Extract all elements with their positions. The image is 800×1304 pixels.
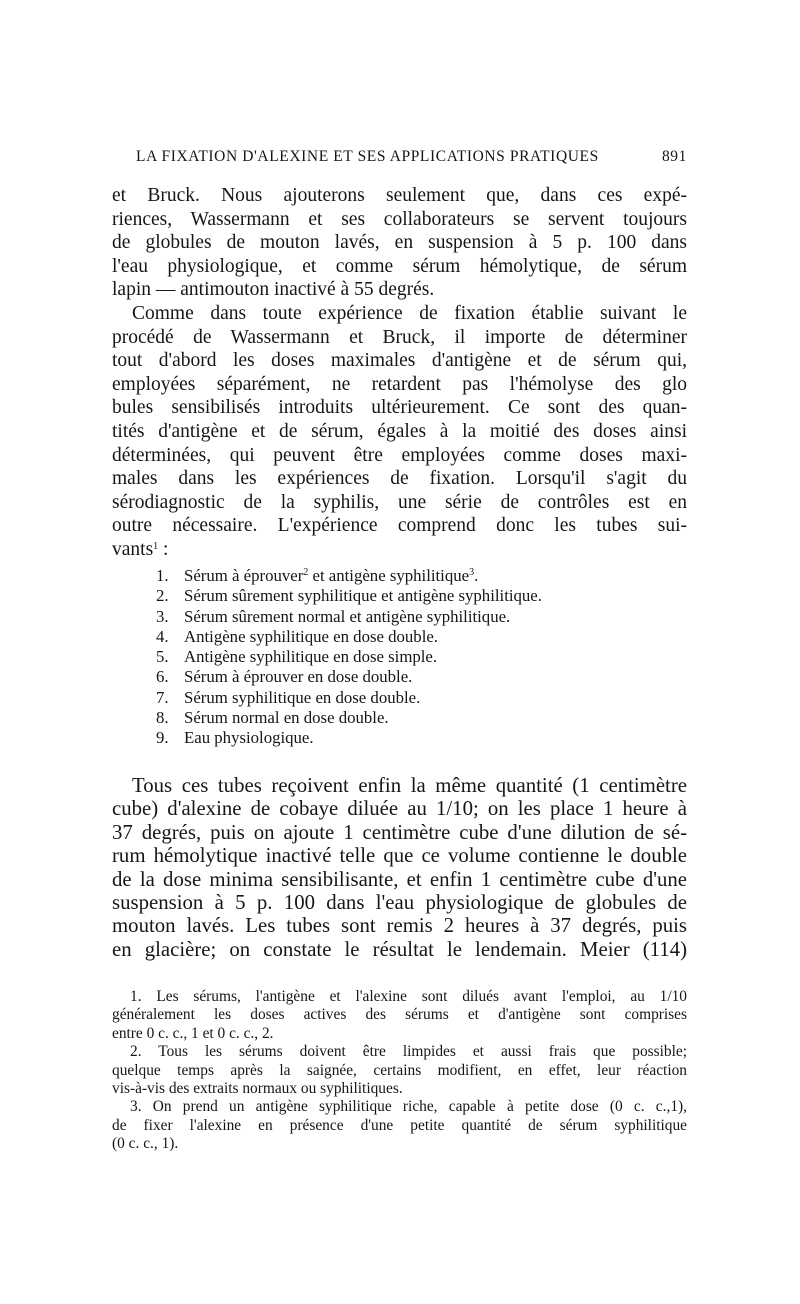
list-item [156,566,687,586]
list-item [156,667,687,687]
list-item [156,688,687,708]
list-item-text: . [474,566,479,585]
paragraph-2-line: tout d'abord les doses maximales d'antigène et de sérum qui, [112,350,687,372]
paragraph-2-line: males dans les expériences de fixation. Lorsqu'il s'agit du [112,468,687,490]
list-item [156,708,687,728]
footnote-line: 2. Tous les sérums doivent être limpides et aussi frais que possible; [130,1043,687,1061]
paragraph-2-line: Comme dans toute expérience de fixation établie suivant le [132,302,687,324]
footnote-ref-1: 1 [153,540,159,552]
list-item-number: 3. [156,606,169,626]
footnote-2 [112,1043,687,1098]
list-item-text: Antigène syphilitique en dose double. [184,626,439,646]
list-item-text: Sérum à éprouver en dose double. [184,667,413,687]
footnote-1 [112,988,687,1043]
body-text [112,184,687,562]
footnote-line: de fixer l'alexine en présence d'une petite quantité de sérum syphilitique [112,1116,687,1134]
list-item-text: et antigène syphilitique [308,566,470,585]
paragraph-3-line: mouton lavés. Les tubes sont remis 2 heures à 37 degrés, puis [112,914,687,938]
paragraph-3-line: en glacière; on constate le résultat le lendemain. Meier (114) [112,937,687,961]
list-item-number: 1. [156,566,169,585]
footnote-line: entre 0 c. c., 1 et 0 c. c., 2. [112,1024,274,1042]
list-item [156,647,687,667]
footnote-line: vis-à-vis des extraits normaux ou syphilitiques. [112,1080,403,1098]
paragraph-2-line: procédé de Wassermann et Bruck, il importe de déterminer [112,326,687,348]
list-item-number: 2. [156,586,169,606]
list-item-text: Antigène syphilitique en dose simple. [184,647,438,667]
footnote-ref-3: 3 [469,567,475,578]
list-item [156,607,687,627]
paragraph-3-line: rum hémolytique inactivé telle que ce volume contienne le double [112,844,687,868]
footnote-line: quelque temps après la saignée, certains modifient, en effet, leur réaction [112,1061,687,1079]
list-item [156,586,687,606]
list-item-text: Eau physiologique. [184,728,314,748]
list-item-text: Sérum à éprouver [184,566,304,585]
list-item-number: 8. [156,708,169,728]
paragraph-2-line: sérodiagnostic de la syphilis, une série de contrôles est en [112,491,687,513]
paragraph-1-line: de globules de mouton lavés, en suspension à 5 p. 100 dans [112,232,687,254]
running-head-title: LA FIXATION D'ALEXINE ET SES APPLICATIONS PRATIQUES [136,148,599,165]
paragraph-3-line: suspension à 5 p. 100 dans l'eau physiologique de globules de [112,891,687,915]
page-number: 891 [661,148,687,165]
list-item [156,728,687,748]
paragraph-1-line: l'eau physiologique, et comme sérum hémolytique, de sérum [112,255,687,277]
paragraph-2-line: déterminées, qui peuvent être employées comme doses maxi- [112,444,687,466]
footnotes [112,988,687,1154]
list-item-text: Sérum sûrement syphilitique et antigène syphilitique. [184,586,542,606]
footnote-3 [112,1098,687,1153]
list-item-text: Sérum sûrement normal et antigène syphilitique. [184,606,511,626]
footnote-line: 3. On prend un antigène syphilitique riche, capable à petite dose (0 c. c.,1), [130,1098,687,1116]
list-item-number: 4. [156,626,169,646]
list-item-number: 7. [156,687,169,707]
paragraph-1-line: lapin — antimouton inactivé à 55 degrés. [112,279,435,301]
paragraph-3-line: 37 degrés, puis on ajoute 1 centimètre cube d'une dilution de sé- [112,820,687,844]
footnote-ref-2: 2 [303,567,309,578]
paragraph-2-line: bules sensibilisés introduits ultérieurement. Ce sont des quan- [112,397,687,419]
list-item [156,627,687,647]
paragraph-2-line: employées séparément, ne retardent pas l'hémolyse des glo [112,373,687,395]
footnote-line: 1. Les sérums, l'antigène et l'alexine sont dilués avant l'emploi, au 1/10 [130,988,687,1005]
list-item-number: 5. [156,647,169,667]
paragraph-1 [112,184,687,302]
paragraph-3-line: de la dose minima sensibilisante, et enfin 1 centimètre cube d'une [112,867,687,891]
list-item-text: Sérum normal en dose double. [184,708,389,728]
footnote-line: (0 c. c., 1). [112,1135,179,1153]
paragraph-2-last-tail: : [158,538,169,560]
paragraph-1-line: et Bruck. Nous ajouterons seulement que, dans ces expé- [112,185,687,206]
running-head [136,148,687,172]
paragraph-2-line: tités d'antigène et de sérum, égales à la moitié des doses ainsi [112,420,687,442]
paragraph-2 [112,302,687,562]
paragraph-3-line: cube) d'alexine de cobaye diluée au 1/10; on les place 1 heure à [112,797,687,821]
list-item-number: 9. [156,728,169,748]
paragraph-2-last-line [112,538,687,562]
paragraph-1-line: riences, Wassermann et ses collaborateurs se servent toujours [112,208,687,230]
footnote-line: généralement les doses actives des sérums et d'antigène sont comprises [112,1006,687,1024]
tube-list [156,566,687,749]
paragraph-3-line: Tous ces tubes reçoivent enfin la même quantité (1 centimètre [132,774,687,797]
paragraph-2-line: outre nécessaire. L'expérience comprend donc les tubes sui- [112,515,687,537]
list-item-text: Sérum syphilitique en dose double. [184,687,421,707]
paragraph-2-last-text: vants [112,538,154,560]
book-page [112,0,687,1304]
list-item-number: 6. [156,667,169,687]
paragraph-3 [112,774,687,961]
